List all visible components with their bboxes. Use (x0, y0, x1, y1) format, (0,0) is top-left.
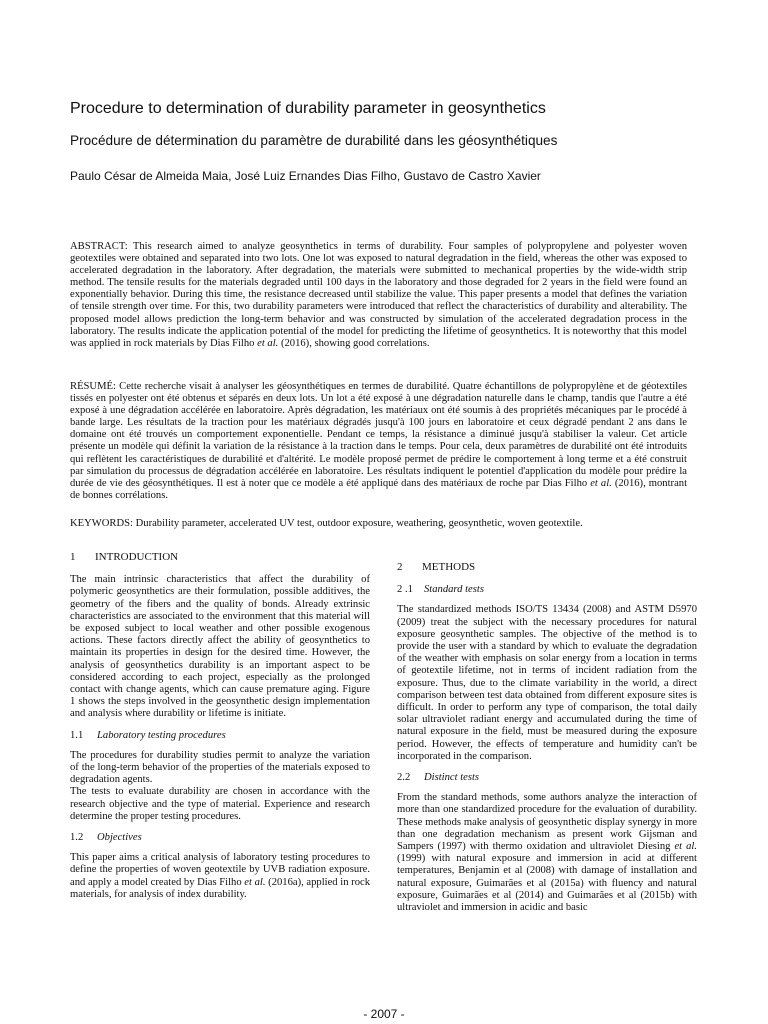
right-column (397, 561, 697, 914)
introduction-paragraph: The main intrinsic characteristics that affect the durability of polymeric geosynthetics are their formulation, possible additives, the geometry of the fibers and the quality of bonds. Already extrinsic characteristics are associated to the environment that this material will be exposed subject to local weather and other possible exogenous actions. These factors directly affect the ability of geosynthetics to maintain its properties in design for the desired time. However, the analysis of geosynthetics durability is an important aspect to be considered according to each project, especially as the prolonged contact with change agents, which can cause premature aging. Figure 1 shows the steps involved in the geosynthetic design implementation and analysis where durability or lifetime is initiate. (70, 574, 370, 720)
subsection-title: Objectives (97, 832, 142, 844)
resume-text: RÉSUMÉ: Cette recherche visait à analyser les géosynthétiques en termes de durabilité. Quatre échantillons de polypropylène et de géotextiles tissés en polyester ont été obtenus et séparés en deux lots. Un lot a été exposé à une dégradation naturelle dans le champ, tandis que l'autre a été exposé à une dégradation accélérée en laboratoire. Après dégradation, les matériaux ont été soumis à des propriétés mécaniques par le procédé à bande large. Les résultats de la traction pour les matériaux dégradés jusqu'à 100 jours en laboratoire et ceux dégradé pendant 2 ans dans le domaine ont été trouvés un comportement exponentielle. Pendant ce temps, la résistance a diminué jusqu'à stabiliser la valeur. Cet article présente un modèle qui définit la variation de la résistance à la traction dans le temps. Pour cela, deux paramètres de durabilité ont été introduits qui reflètent les caractéristiques de durabilité et d'altérité. Le modèle proposé permet de prédire le comportement à long terme et a été construit par simulation du processus de dégradation accélérée en laboratoire. Les résultats indiquent le potentiel d'application du modèle pour prédire la durée de vie des géosynthétiques. Il est à noter que ce modèle a été appliqué dans des matériaux de roche par Dias Filho (70, 381, 687, 489)
subsection-heading-objectives (70, 832, 370, 844)
subsection-number: 2.2 (397, 772, 411, 784)
left-column (70, 551, 370, 901)
subsection-title: Standard tests (424, 584, 484, 596)
distinct-text: From the standard methods, some authors analyze the interaction of more than one standardized procedure for the evaluation of durability. These methods make analysis of geosynthetic display synergy in more than one degradation mechanism as present work Gijsman and Sampers (1997) with thermo oxidation and ultraviolet Diesing (397, 792, 697, 853)
subsection-heading-standard-tests (397, 584, 697, 596)
subsection-number: 1.2 (70, 832, 84, 844)
abstract-et-al: et al. (257, 337, 279, 349)
abstract-french (70, 381, 687, 502)
subsection-number: 2 .1 (397, 584, 413, 596)
keywords: KEYWORDS: Durability parameter, accelerated UV test, outdoor exposure, weathering, geosynthetic, woven geotextile. (70, 518, 583, 529)
resume-text-end: (2016), montrant de bonnes corrélations. (70, 477, 688, 501)
paper-title-french: Procédure de détermination du paramètre de durabilité dans les géosynthétiques (70, 133, 558, 148)
section-number: 1 (70, 551, 76, 563)
abstract-english (70, 241, 687, 350)
subsection-title: Distinct tests (424, 772, 480, 784)
section-heading-methods (397, 561, 697, 573)
standard-tests-paragraph: The standardized methods ISO/TS 13434 (2008) and ASTM D5970 (2009) treat the subject with the necessary procedures for natural exposure geosynthetic samples. The objective of the method is to provide the user with a standard by which to evaluate the degradation of the weather with emphasis on solar energy from a location in terms of geotextile lifetime, not in terms of incident radiation from the exposure. Thus, due to the climate variability in the world, a direct comparison between test data obtained from different exposure sites is difficult. In order to perform any type of comparison, the total daily solar ultraviolet radiant energy and accumulated during the time of natural exposure in the field, must be measured during the exposure period. However, the effects of temperature and humidity can't be incorporated in the comparison. (397, 604, 697, 762)
objectives-paragraph (70, 852, 370, 901)
distinct-text-end: (1999) with natural exposure and immersion in acid at different temperatures, Benjamin et al (2008) with damage of installation and natural exposure, Guimarães et al (2015a) with fluency and natural exposure, Guimarães et al (2014) and Guimarães et al (2015b) with ultraviolet and immersion in acidic and basic (397, 853, 697, 914)
objectives-text: This paper aims a critical analysis of laboratory testing procedures to define the properties of woven geotextile by UVB radiation exposure. and apply a model created by Dias Filho (70, 852, 370, 888)
resume-et-al: et al. (590, 477, 612, 489)
distinct-et-al: et al. (674, 841, 697, 853)
section-title: METHODS (422, 561, 476, 573)
author-list: Paulo César de Almeida Maia, José Luiz Ernandes Dias Filho, Gustavo de Castro Xavier (70, 169, 541, 183)
subsection-title: Laboratory testing procedures (97, 729, 226, 741)
laboratory-paragraph-2: The tests to evaluate durability are chosen in accordance with the research objective and the type of material. Experience and research determine the proper testing procedures. (70, 786, 370, 822)
distinct-tests-paragraph (397, 792, 697, 914)
abstract-text: ABSTRACT: This research aimed to analyze geosynthetics in terms of durability. Four samples of polypropylene and polyester woven geotextiles were obtained and separated into two lots. One lot was exposed to natural degradation in the field, whereas the other was exposed to accelerated degradation in the laboratory. After degradation, the materials were submitted to mechanical properties by the wide-width strip method. The tensile results for the materials degraded until 100 days in the laboratory and those degraded for 2 years in the field were found an exponentially behavior. During this time, the resistance decreased until stabilize the value. This paper presents a model that defines the variation of tensile strength over time. For this, two durability parameters were introduced that reflect the characteristics of durability and alterability. The proposed model allows prediction the long-term behavior and was constructed by simulation of the accelerated degradation process in the laboratory. The results indicate the application potential of the model for predicting the lifetime of geosynthetics. It is noteworthy that this model was applied in rock materials by Dias Filho (70, 241, 687, 349)
section-heading-introduction (70, 551, 370, 563)
objectives-et-al: et al. (244, 876, 266, 888)
section-title: INTRODUCTION (95, 551, 179, 563)
subsection-heading-distinct-tests (397, 772, 697, 784)
subsection-number: 1.1 (70, 729, 84, 741)
abstract-text-end: (2016), showing good correlations. (278, 337, 430, 349)
objectives-text-end: (2016a), applied in rock materials, for analysis of index durability. (70, 876, 370, 900)
paper-title-english: Procedure to determination of durability parameter in geosynthetics (70, 100, 546, 117)
subsection-heading-laboratory (70, 730, 370, 742)
page-number: - 2007 - (363, 1007, 405, 1021)
laboratory-paragraph-1: The procedures for durability studies permit to analyze the variation of the long-term behavior of the properties of the materials exposed to degradation agents. (70, 749, 370, 786)
section-number: 2 (397, 561, 403, 573)
